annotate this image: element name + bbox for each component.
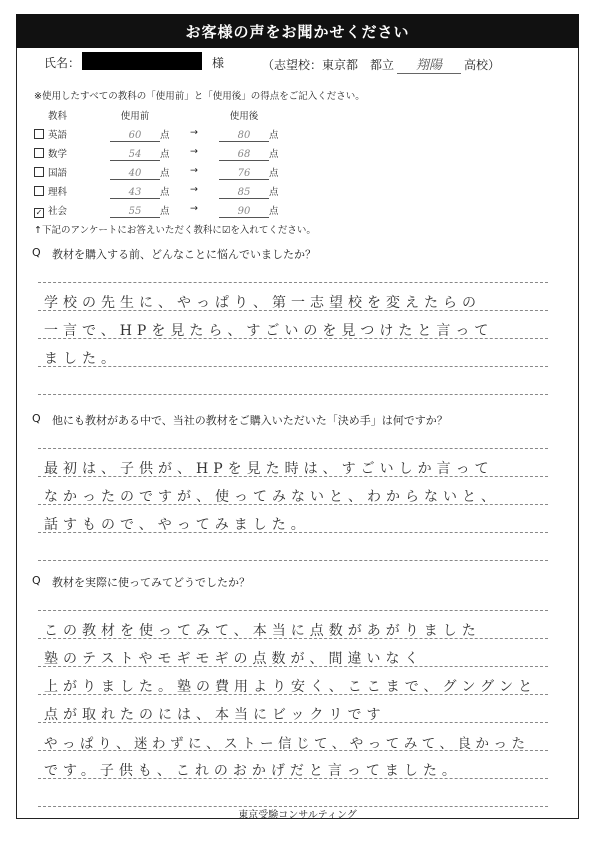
subject-label: 国語 — [48, 168, 68, 179]
handwritten-answer-line[interactable]: やっぱり、迷わずに、ストー信じて、やってみて、良かった — [44, 736, 530, 752]
col-after: 使用後 — [229, 111, 259, 122]
score-row — [34, 127, 67, 141]
before-score-field[interactable] — [110, 146, 170, 161]
unit-label: 点 — [269, 130, 279, 141]
before-score-field[interactable] — [110, 184, 170, 199]
before-score: 43 — [110, 187, 160, 199]
col-subject: 教科 — [48, 111, 68, 122]
score-row — [34, 203, 67, 218]
handwritten-answer-line[interactable]: 一言で、HPを見たら、すごいのを見つけたと言って — [44, 323, 494, 339]
handwritten-answer-line[interactable]: この教材を使ってみて、本当に点数があがりました — [44, 623, 481, 639]
arrow: → — [190, 165, 198, 176]
handwritten-answer-line[interactable]: 上がりました。塾の費用より安く、ここまで、グングンと — [44, 679, 538, 695]
handwritten-answer-line[interactable]: 塾のテストやモギモギの点数が、間違いなく — [44, 651, 424, 667]
score-row — [34, 146, 67, 160]
before-score: 40 — [110, 168, 160, 180]
answer-rule — [38, 560, 548, 561]
unit-label: 点 — [269, 149, 279, 160]
after-score-field[interactable] — [219, 184, 279, 199]
arrow: → — [190, 127, 198, 138]
school-name-field[interactable]: 翔陽 — [397, 54, 461, 74]
answer-rule — [38, 448, 548, 449]
honorific-label: 様 — [212, 56, 225, 70]
before-score: 54 — [110, 149, 160, 161]
answer-rule — [38, 394, 548, 395]
handwritten-answer-line[interactable]: 学校の先生に、やっぱり、第一志望校を変えたらの — [44, 295, 481, 311]
question-text: 教材を実際に使ってみてどうでしたか？ — [52, 576, 250, 589]
subject-label: 理科 — [48, 187, 68, 198]
question-label: Q — [32, 574, 41, 587]
after-score-field[interactable] — [219, 165, 279, 180]
unit-label: 点 — [160, 168, 170, 179]
after-score: 68 — [219, 149, 269, 161]
score-row — [34, 184, 67, 198]
arrow: → — [190, 203, 198, 214]
after-score-field[interactable] — [219, 127, 279, 142]
page-title: お客様の声をお聞かせください — [16, 14, 579, 48]
subject-checkbox[interactable] — [34, 186, 44, 196]
answer-rule — [38, 610, 548, 611]
unit-label: 点 — [269, 206, 279, 217]
subject-checkbox[interactable] — [34, 129, 44, 139]
after-score: 80 — [219, 130, 269, 142]
handwritten-answer-line[interactable]: 点が取れたのには、本当にビックリです — [44, 707, 386, 723]
scores-instruction: ※使用したすべての教科の「使用前」と「使用後」の得点をご記入ください。 — [34, 91, 365, 102]
question-text: 教材を購入する前、どんなことに悩んでいましたか？ — [52, 248, 316, 261]
subject-label: 英語 — [48, 130, 68, 141]
handwritten-answer-line[interactable]: ました。 — [44, 351, 120, 367]
subject-checkbox[interactable] — [34, 148, 44, 158]
target-school — [262, 54, 500, 74]
answer-rule — [38, 282, 548, 283]
before-score: 55 — [110, 206, 160, 218]
col-before: 使用前 — [120, 111, 150, 122]
unit-label: 点 — [160, 187, 170, 198]
company-name: 東京受験コンサルティング — [238, 810, 357, 821]
after-score-field[interactable] — [219, 203, 279, 218]
before-score: 60 — [110, 130, 160, 142]
subject-checkbox[interactable] — [34, 167, 44, 177]
subject-checkbox[interactable]: ✓ — [35, 208, 43, 217]
unit-label: 点 — [269, 168, 279, 179]
arrow: → — [190, 184, 198, 195]
before-score-field[interactable] — [110, 165, 170, 180]
name-label: 氏名： — [44, 56, 81, 70]
unit-label: 点 — [160, 206, 170, 217]
unit-label: 点 — [160, 130, 170, 141]
unit-label: 点 — [160, 149, 170, 160]
after-score: 85 — [219, 187, 269, 199]
handwritten-answer-line[interactable]: です。子供も、これのおかげだと言ってました。 — [44, 763, 461, 779]
survey-note: ↑下記のアンケートにお答えいただく教科に☑を入れてください。 — [34, 225, 316, 236]
arrow: → — [190, 146, 198, 157]
school-prefix: （志望校：東京都 都立 — [262, 58, 395, 72]
after-score-field[interactable] — [219, 146, 279, 161]
unit-label: 点 — [269, 187, 279, 198]
redacted-name — [82, 52, 202, 70]
score-row — [34, 165, 67, 179]
before-score-field[interactable] — [110, 203, 170, 218]
before-score-field[interactable] — [110, 127, 170, 142]
subject-label: 社会 — [48, 206, 68, 217]
after-score: 90 — [219, 206, 269, 218]
after-score: 76 — [219, 168, 269, 180]
question-label: Q — [32, 246, 41, 259]
handwritten-answer-line[interactable]: 話すもので、やってみました。 — [44, 517, 310, 533]
subject-label: 数学 — [48, 149, 68, 160]
question-text: 他にも教材がある中で、当社の教材をご購入いただいた「決め手」は何ですか？ — [52, 414, 448, 427]
school-suffix: 高校） — [464, 58, 501, 72]
handwritten-answer-line[interactable]: なかったのですが、使ってみないと、わからないと、 — [44, 489, 500, 505]
handwritten-answer-line[interactable]: 最初は、子供が、HPを見た時は、すごいしか言って — [44, 461, 494, 477]
question-label: Q — [32, 412, 41, 425]
